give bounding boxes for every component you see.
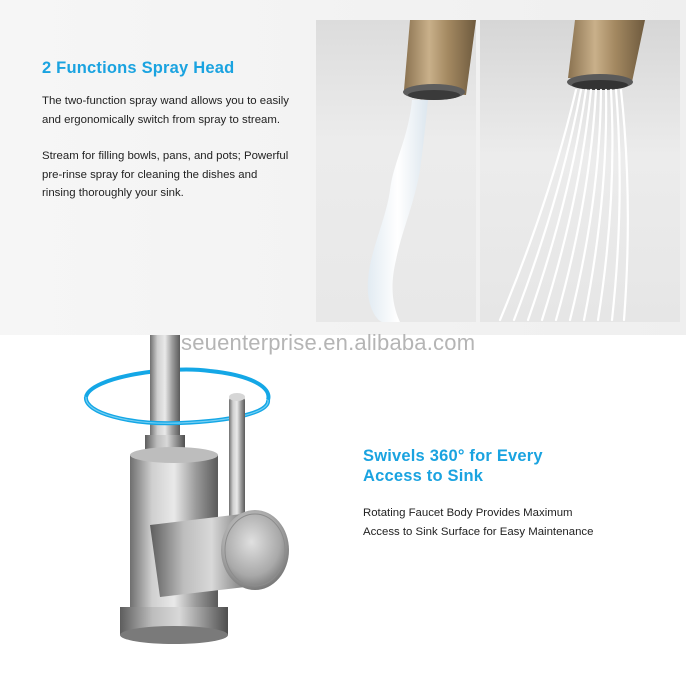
- spray-head-description: The two-function spray wand allows you to easily and ergonomically switch from spray to stream.: [42, 95, 289, 126]
- watermark-text: seuenterprise.en.alibaba.com: [181, 330, 476, 355]
- faucet-photo: [0, 335, 330, 686]
- swivel-description: Rotating Faucet Body Provides Maximum Access to Sink Surface for Easy Maintenance: [363, 507, 594, 538]
- swivel-heading-line1: Swivels 360° for Every: [363, 447, 543, 465]
- swivel-heading-line2: Access to Sink: [363, 467, 484, 485]
- stream-mode-photo: [316, 20, 476, 322]
- swivel-faucet-illustration: [0, 335, 330, 686]
- spray-head-heading: 2 Functions Spray Head: [42, 59, 235, 77]
- spray-head-uses: Stream for filling bowls, pans, and pots; Powerful pre-rinse spray for cleaning the dishes and rinsing thoroughly your sink.: [42, 150, 289, 199]
- spray-mode-illustration: [480, 20, 680, 322]
- spray-head-text-block: [42, 58, 292, 203]
- stream-mode-illustration: [316, 20, 476, 322]
- spray-mode-photo: [480, 20, 680, 322]
- swivel-text-block: [363, 446, 653, 541]
